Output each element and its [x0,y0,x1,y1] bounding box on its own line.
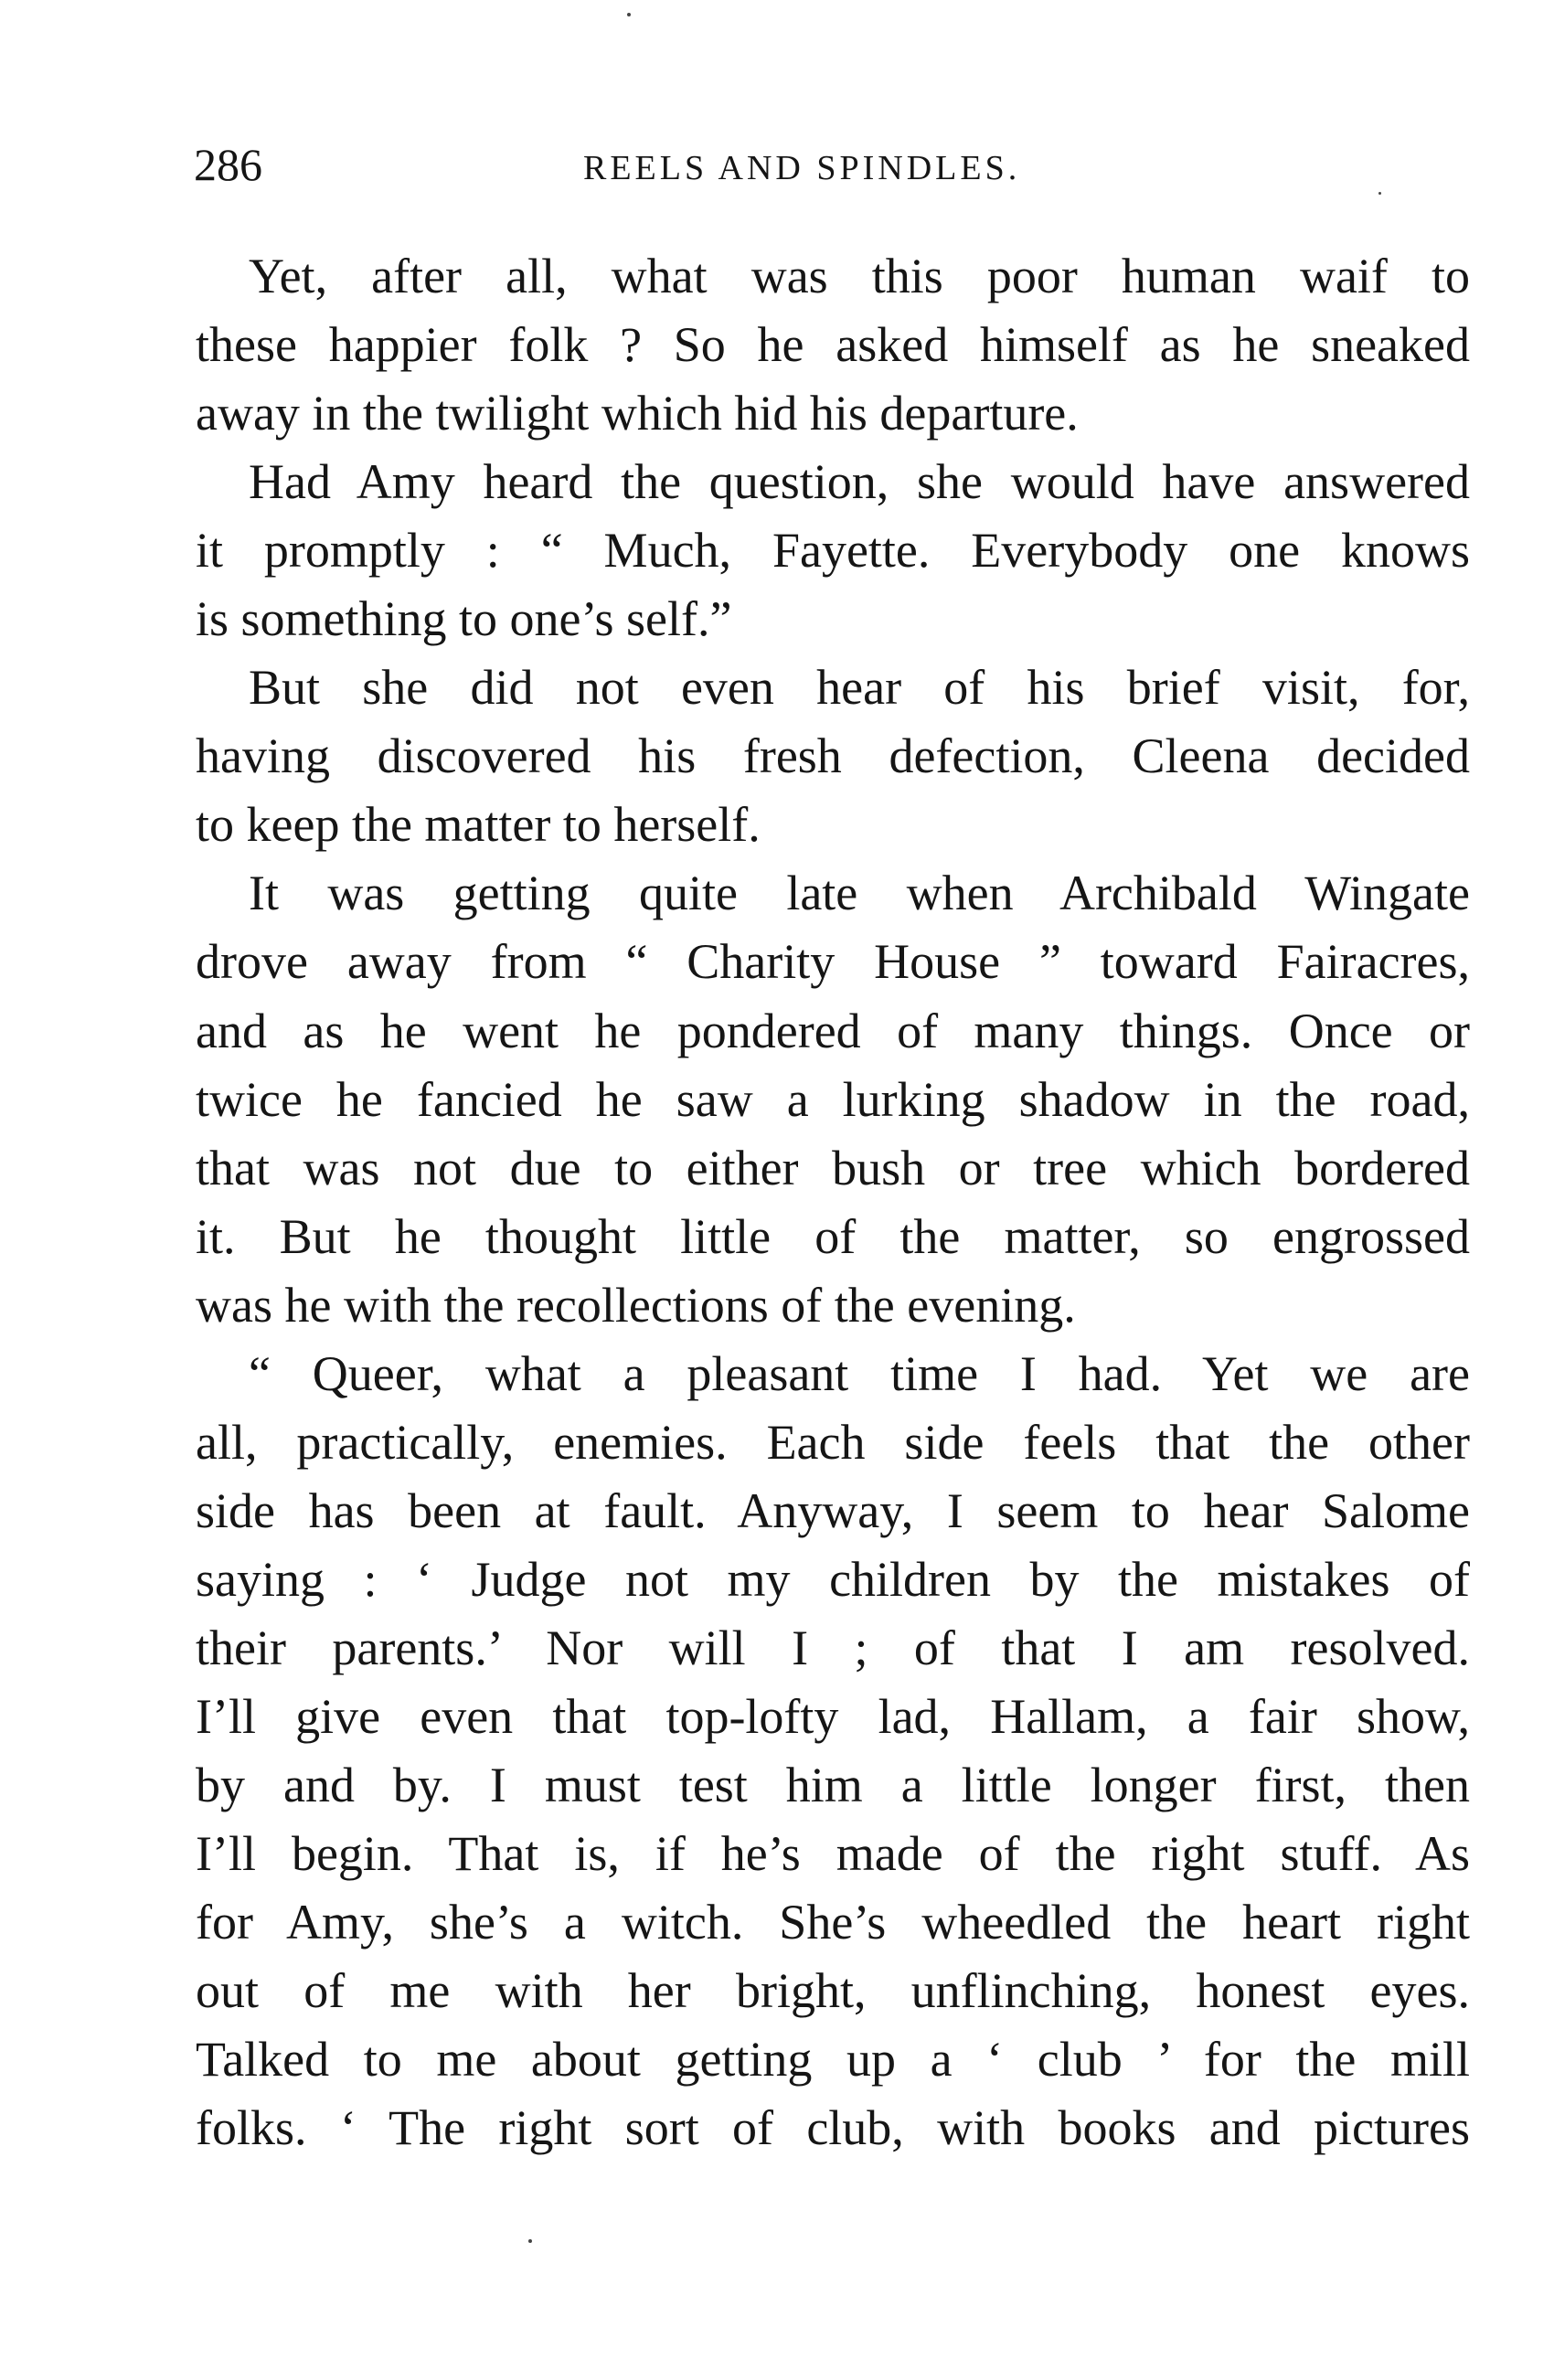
text-line: folks. ‘ The right sort of club, with books and pictures [196,2100,1470,2156]
text-line: away in the twilight which hid his departure. [196,386,1079,441]
text-line: having discovered his fresh defection, Cleena decided [196,728,1470,784]
text-line: saying : ‘ Judge not my children by the mistakes of [196,1551,1470,1607]
text-line: It was getting quite late when Archibald Wingate [249,866,1470,921]
text-line: that was not due to either bush or tree which bordered [196,1140,1470,1195]
print-speck-top [627,13,631,16]
text-line: by and by. I must test him a little longer first, then [196,1758,1470,1813]
text-line: Talked to me about getting up a ‘ club ’ for the mill [196,2032,1470,2088]
text-line: it promptly : “ Much, Fayette. Everybody one knows [196,523,1470,579]
body-text [196,242,1470,2162]
print-speck-right [1378,192,1381,195]
text-line: is something to one’s self.” [196,591,732,647]
text-line: out of me with her bright, unflinching, honest eyes. [196,1963,1470,2019]
text-line: I’ll give even that top-lofty lad, Hallam, a fair show, [196,1688,1470,1744]
text-line: “ Queer, what a pleasant time I had. Yet we are [249,1345,1470,1401]
text-line: and as he went he pondered of many things. Once or [196,1003,1470,1058]
text-line: their parents.’ Nor will I ; of that I am resolved. [196,1620,1470,1675]
text-line: side has been at fault. Anyway, I seem to hear Salome [196,1482,1470,1538]
running-head: REELS AND SPINDLES. [583,149,1021,187]
text-line: But she did not even hear of his brief visit, for, [249,660,1470,716]
text-line: it. But he thought little of the matter, so engrossed [196,1208,1470,1264]
text-line: for Amy, she’s a witch. She’s wheedled the heart right [196,1895,1470,1950]
page-header [194,137,1474,192]
text-line: was he with the recollections of the evening. [196,1277,1076,1333]
text-line: I’ll begin. That is, if he’s made of the right stuff. As [196,1826,1470,1882]
text-line: these happier folk ? So he asked himself as he sneaked [196,317,1470,373]
text-line: all, practically, enemies. Each side feels that the other [196,1414,1470,1470]
text-line: drove away from “ Charity House ” toward Fairacres, [196,934,1470,990]
text-line: twice he fancied he saw a lurking shadow in the road, [196,1071,1470,1127]
text-line: Yet, after all, what was this poor human waif to [249,249,1470,303]
page-number: 286 [194,139,262,190]
print-speck-bottom [528,2239,532,2243]
text-line: to keep the matter to herself. [196,797,761,853]
text-line: Had Amy heard the question, she would have answered [249,454,1470,510]
